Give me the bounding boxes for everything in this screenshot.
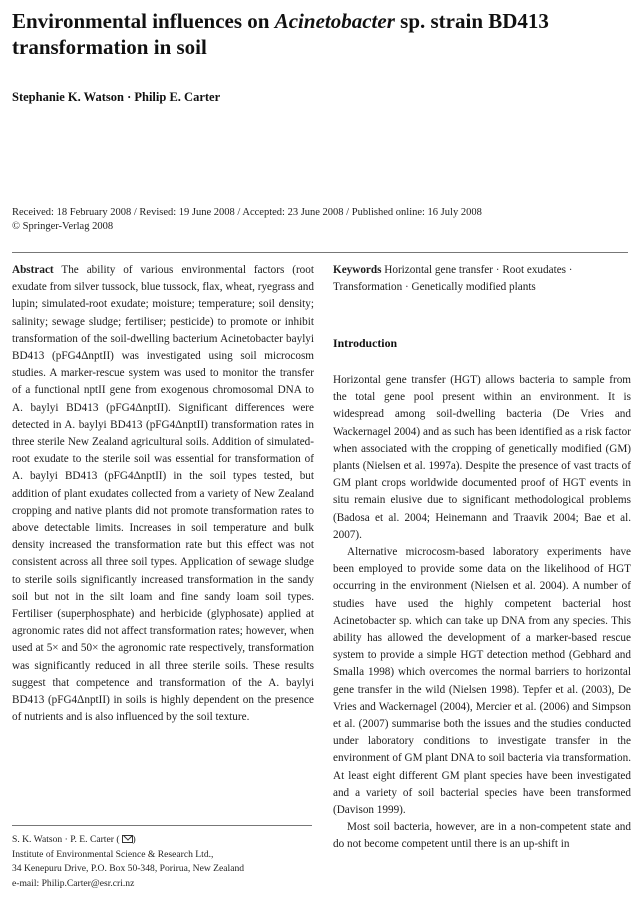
article-title: Environmental influences on Acinetobacter sp. strain BD413 transformation in soil (12, 9, 549, 59)
intro-paragraph: Most soil bacteria, however, are in a non-competent state and do not become competent until there is an up-shift in (333, 821, 631, 851)
footnote-authors-line: S. K. Watson · P. E. Carter ( ) (12, 834, 136, 845)
author-list: Stephanie K. Watson · Philip E. Carter (12, 90, 221, 104)
envelope-icon (122, 835, 133, 843)
history-dates: Received: 18 February 2008 / Revised: 19 June 2008 / Accepted: 23 June 2008 / Published online: 16 July 2008 (12, 207, 482, 218)
abstract-section (12, 262, 314, 726)
header-divider (12, 252, 628, 253)
abstract-text: The ability of various environmental factors (root exudate from silver tussock, blue tussock, flax, wheat, ryegrass and lupin; simulated-root exudate; moisture; temperature; soil density; salinity; sewage sludge; fertiliser; pesticide) to promote or inhibit transformation of the soil-dwelling bacterium Acinetobacter baylyi BD413 (pFG4ΔnptII) was investigated using soil microcosm studies. A marker-rescue system was used to monitor the transfer of a functional nptII gene from exogenous chromosomal DNA to A. baylyi BD413 (pFG4ΔnptII). Significant differences were detected in A. baylyi BD413 (pFG4ΔnptII) transformation rates in three sterile New Zealand agricultural soils. Addition of simulated-root exudate to the sterile soil was essential for transformation of A. baylyi BD413 (pFG4ΔnptII) in the soil types tested, but addition of plant exudates collected from a variety of New Zealand cropping and native plants did not promote transformation rates to above detectable limits. Increases in soil temperature and bulk density increased the transformation rate but this effect was not consistent across all three soil types. Application of sewage sludge to sterile soils significantly increased transformation in the sandy soil but not in the silt loam and fine sandy loam soil types. Fertiliser (superphosphate) and herbicide (glyphosate) applied at agronomic rates did not affect transformation rates; however, when used at 5× and 50× the agronomic rate respectively, transformation was significantly reduced in all three sterile soils. These results suggest that competence and transformation of the A. baylyi BD413 (pFG4ΔnptII) in soils is highly dependent on the presence of nutrients and is also influenced by the soil texture. (12, 264, 314, 724)
intro-paragraph: Horizontal gene transfer (HGT) allows bacteria to sample from the total gene pool present within an environment. It is widespread among soil-dwelling bacteria (De Vries and Wackernagel 2004) and as such has been identified as a risk factor when associated with the cropping of genetically modified (GM) plants (Nielsen et al. 1997a). Despite the presence of vast tracts of GM plant crops worldwide documented proof of HGT events in situ remain elusive due to significant methodological problems (Badosa et al. 2004; Heinemann and Traavik 2004; Bae et al. 2007). (333, 374, 631, 541)
keywords-label: Keywords (333, 264, 382, 276)
keywords-section (333, 262, 631, 296)
introduction-body (333, 372, 631, 854)
intro-paragraph: Alternative microcosm-based laboratory experiments have been employed to provide some data on the likelihood of HGT occurring in the environment (Nielsen et al. 2004). A number of studies have used the highly competent bacterial host Acinetobacter sp. which can take up DNA from any species. This ability has allowed the development of a marker-based rescue system to provide a simple HGT detection method (Gebhard and Smalla 1998) which overcomes the normal barriers to horizontal gene transfer in the wild (Nielsen 1998). Tepfer et al. (2003), De Vries and Wackernagel (2004), Mercier et al. (2006) and Simpson et al. (2007) summarise both the issues and the studies conducted under laboratory conditions to investigate transfer in the environment of GM plant DNA to soil bacteria via transformation. At least eight different GM plant species have been investigated and a variety of soil bacterial species have been transformed (Davison 1999). (333, 546, 631, 817)
abstract-label: Abstract (12, 264, 54, 276)
article-history (12, 206, 628, 234)
copyright-notice: © Springer-Verlag 2008 (12, 221, 114, 232)
keywords-text: Horizontal gene transfer · Root exudates · Transformation · Genetically modified plants (333, 264, 573, 294)
footnote-divider (12, 825, 312, 826)
footnote-institute: Institute of Environmental Science & Research Ltd., (12, 848, 214, 860)
author-footnote (12, 833, 322, 891)
footnote-email[interactable]: e-mail: Philip.Carter@esr.cri.nz (12, 877, 135, 889)
footnote-address: 34 Kenepuru Drive, P.O. Box 50-348, Porirua, New Zealand (12, 863, 245, 874)
introduction-heading: Introduction (333, 336, 398, 350)
title-genus: Acinetobacter (274, 9, 395, 33)
